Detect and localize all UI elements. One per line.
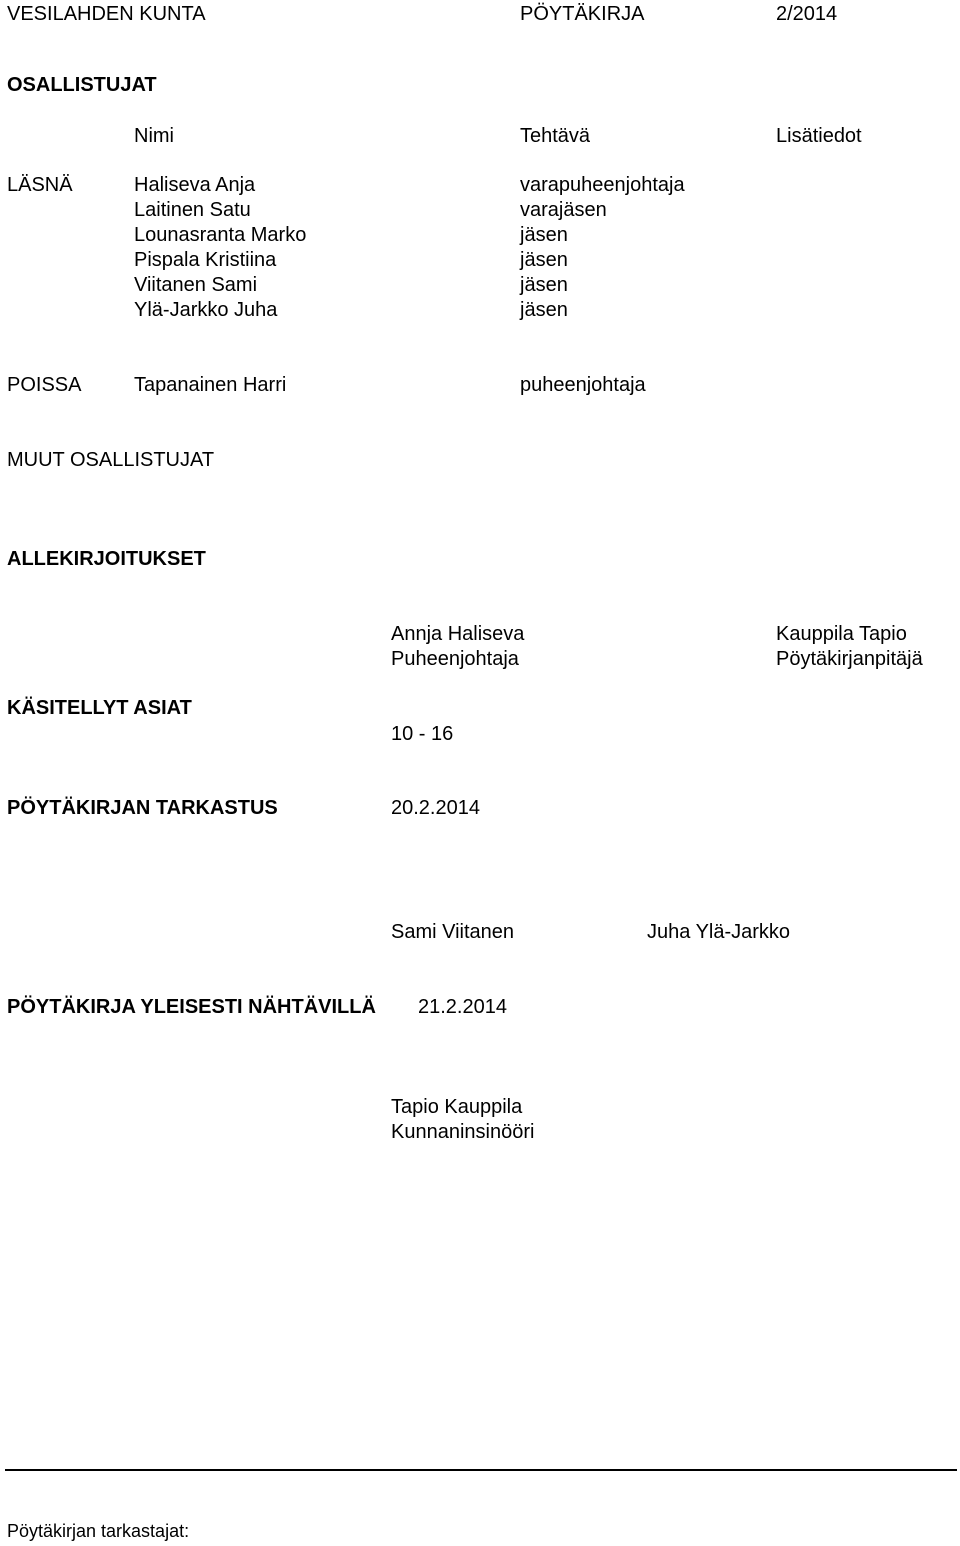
secretary-name: Kauppila Tapio <box>776 623 907 645</box>
participant-role: jäsen <box>520 249 568 271</box>
absent-name: Tapanainen Harri <box>134 374 287 396</box>
absent-role: puheenjohtaja <box>520 374 646 396</box>
participant-name: Viitanen Sami <box>134 274 258 296</box>
document-type: PÖYTÄKIRJA <box>520 3 645 25</box>
document-number: 2/2014 <box>776 3 838 25</box>
participant-name: Ylä-Jarkko Juha <box>134 299 278 321</box>
absent-label: POISSA <box>7 374 82 396</box>
chair-title: Puheenjohtaja <box>391 648 519 670</box>
public-signer-name: Tapio Kauppila <box>391 1096 523 1118</box>
participant-name: Haliseva Anja <box>134 174 256 196</box>
participant-name: Lounasranta Marko <box>134 224 307 246</box>
other-participants-label: MUUT OSALLISTUJAT <box>7 449 215 471</box>
participant-role: varajäsen <box>520 199 607 221</box>
secretary-title: Pöytäkirjanpitäjä <box>776 648 923 670</box>
present-label: LÄSNÄ <box>7 174 73 196</box>
participant-role: jäsen <box>520 224 568 246</box>
footer-divider <box>5 1469 957 1471</box>
public-display-label: PÖYTÄKIRJA YLEISESTI NÄHTÄVILLÄ <box>7 996 376 1018</box>
participant-role: jäsen <box>520 299 568 321</box>
reviewer-1-name: Sami Viitanen <box>391 921 515 943</box>
participant-role: varapuheenjohtaja <box>520 174 685 196</box>
items-value: 10 - 16 <box>391 723 454 745</box>
chair-name: Annja Haliseva <box>391 623 525 645</box>
column-header-name: Nimi <box>134 125 174 147</box>
items-label: KÄSITELLYT ASIAT <box>7 697 192 719</box>
public-signer-title: Kunnaninsinööri <box>391 1121 535 1143</box>
column-header-role: Tehtävä <box>520 125 591 147</box>
signatures-heading: ALLEKIRJOITUKSET <box>7 548 206 570</box>
review-label: PÖYTÄKIRJAN TARKASTUS <box>7 797 278 819</box>
review-date: 20.2.2014 <box>391 797 480 819</box>
organization-name: VESILAHDEN KUNTA <box>7 3 206 25</box>
participant-role: jäsen <box>520 274 568 296</box>
participant-name: Pispala Kristiina <box>134 249 277 271</box>
reviewer-2-name: Juha Ylä-Jarkko <box>647 921 791 943</box>
footer-reviewers-label: Pöytäkirjan tarkastajat: <box>7 1521 190 1541</box>
participants-heading: OSALLISTUJAT <box>7 74 157 96</box>
column-header-info: Lisätiedot <box>776 125 862 147</box>
participant-name: Laitinen Satu <box>134 199 251 221</box>
public-display-date: 21.2.2014 <box>418 996 507 1018</box>
